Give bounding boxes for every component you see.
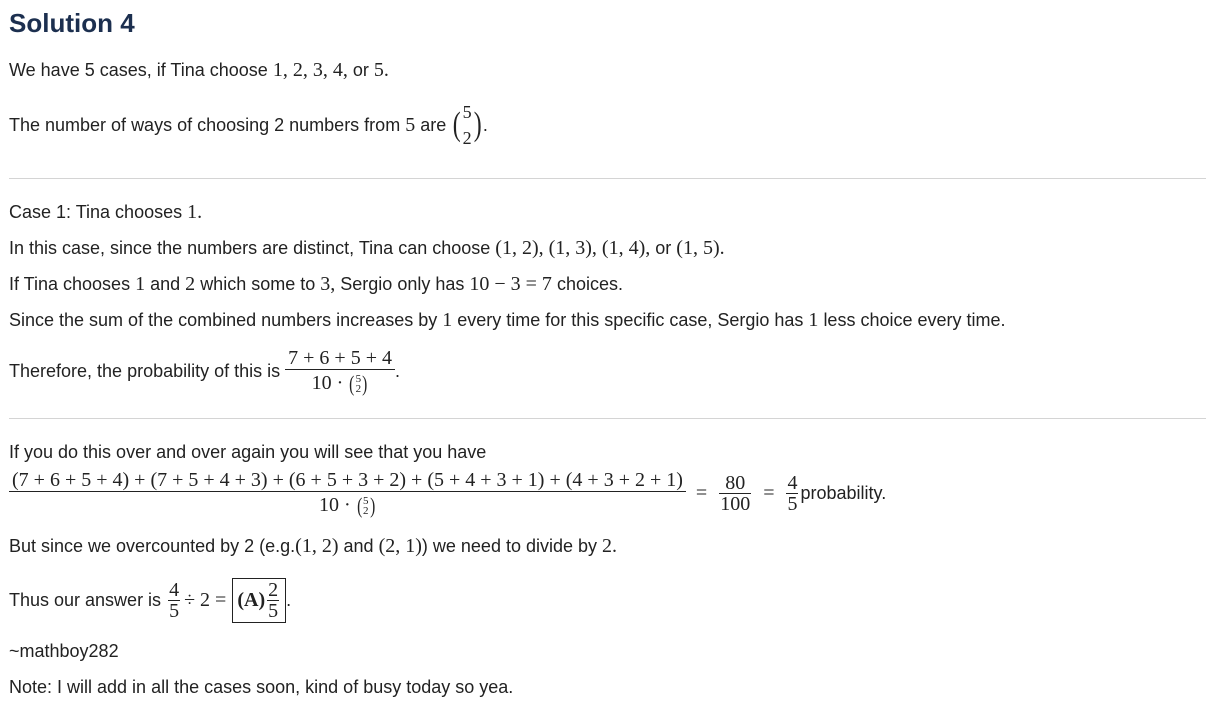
boxed-answer: (A) 2 5 [232,578,286,623]
overcount-line: But since we overcounted by 2 (e.g.(1, 2) and (2, 1)) we need to divide by 2. [9,535,618,557]
divider [9,178,1206,179]
ways-line: The number of ways of choosing 2 numbers from 5 are ( 5 2 ) . [9,92,488,158]
author-signature: ~mathboy282 [9,641,119,661]
summary-intro-line: If you do this over and over again you will see that you have [9,442,487,462]
case1-choices-line: If Tina chooses 1 and 2 which some to 3, Sergio only has 10 − 3 = 7 choices. [9,273,623,295]
fraction-4-5: 4 5 [787,471,798,515]
binomial-5-choose-2: ( 5 2 ) [452,102,482,148]
case1-probability-line: Therefore, the probability of this is 7 + 6 + 5 + 4 10 · ( 5 2 ) . [9,346,401,396]
case1-pairs-line: In this case, since the numbers are distinct, Tina can choose (1, 2), (1, 3), (1, 4), or (1, 5). [9,237,725,259]
divider [9,418,1206,419]
intro-line: We have 5 cases, if Tina choose 1, 2, 3, 4, or 5. [9,59,389,81]
case1-title: Case 1: Tina chooses 1. [9,201,203,223]
answer-line: Thus our answer is 4 5 ÷ 2 = (A) 2 5 . [9,578,292,622]
summary-big-fraction: (7 + 6 + 5 + 4) + (7 + 5 + 4 + 3) + (6 + 5 + 3 + 2) + (5 + 4 + 3 + 1) + (4 + 3 + 2 + 1) 10 · ( 5 2 ) [9,469,686,518]
solution-heading: Solution 4 [9,8,135,38]
summary-equation: (7 + 6 + 5 + 4) + (7 + 5 + 4 + 3) + (6 + 5 + 3 + 2) + (5 + 4 + 3 + 1) + (4 + 3 + 2 + 1) 10 · ( 5 2 ) = 80 100 = 4 5 probability. [9,461,886,525]
case1-probability-fraction: 7 + 6 + 5 + 4 10 · ( 5 2 ) [285,347,395,396]
fraction-80-100: 80 100 [720,471,751,515]
case1-increase-line: Since the sum of the combined numbers increases by 1 every time for this specific case, Sergio has 1 less choice every time. [9,309,1006,331]
author-note: Note: I will add in all the cases soon, kind of busy today so yea. [9,677,514,697]
answer-fraction-4-5: 4 5 [169,578,180,622]
